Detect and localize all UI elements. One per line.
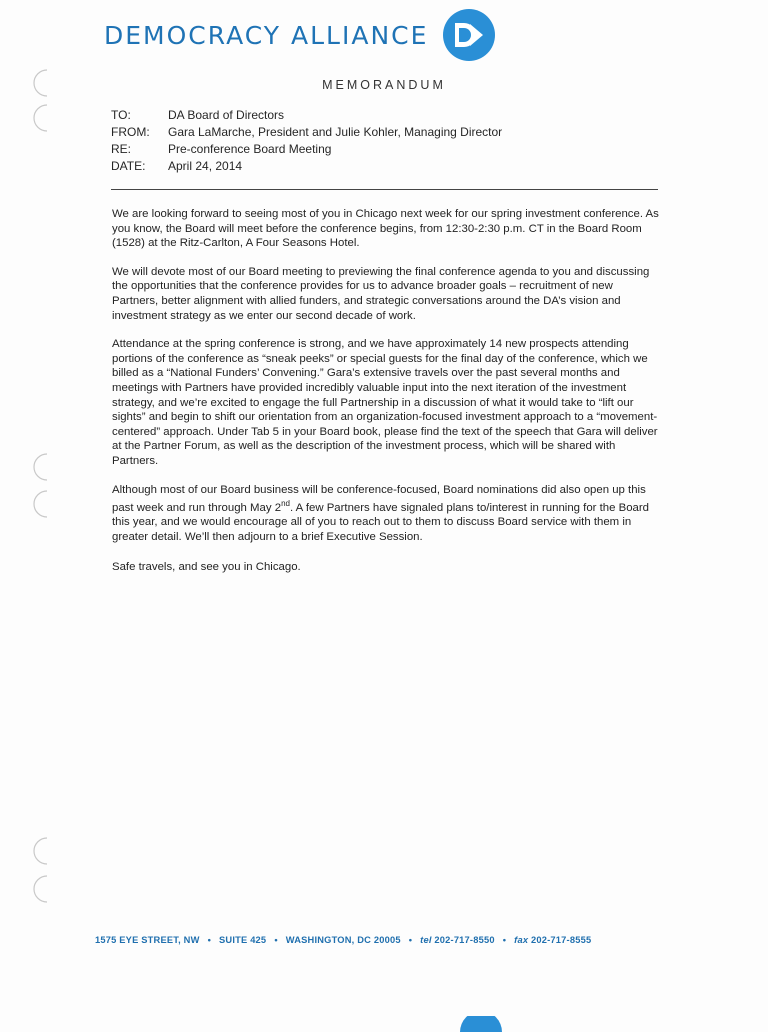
footer-tel-label: tel (420, 935, 432, 945)
closing-line: Safe travels, and see you in Chicago. (112, 560, 301, 573)
footer-bullet: • (408, 935, 413, 945)
footer-bullet: • (502, 935, 507, 945)
footer-fax: 202-717-8555 (531, 935, 592, 945)
body-paragraph: Attendance at the spring conference is strong, and we have approximately 14 new prospects attending portions of the conference as “sneak peeks” or special guests for the final day of the conference, which we billed as a “National Funders’ Convening.” Gara’s extensive travels over the past several months and meetings with Partners have provided incredibly valuable input into the next iteration of the investment strategy, and we’re excited to engage the full Partnership in a discussion of what it would take to “lift our sights” and begin to shift our orientation from an organization-focused investment approach to a “movement-centered” approach. Under Tab 5 in your Board book, please find the text of the speech that Gara will deliver at the Partner Forum, as well as the description of the investment process, which will be shared with Partners. (112, 338, 658, 467)
partial-logo-icon (458, 1016, 504, 1032)
body-paragraph: We are looking forward to seeing most of you in Chicago next week for our spring investment conference. As you know, the Board will meet before the conference begins, from 12:30-2:30 p.m. CT in the Board Room (1528) at the Ritz-Carlton, A Four Seasons Hotel. (112, 208, 659, 250)
header-value: DA Board of Directors (168, 108, 285, 122)
header-label: TO: (111, 108, 131, 122)
body-paragraph: We will devote most of our Board meeting to previewing the final conference agenda to you and discussing the opportunities that the conference provides for us to advance broader goals – recruitment of new Partners, better alignment with allied funders, and strategic conversations around the DA’s vision and investment strategy as we enter our second decade of work. (112, 265, 650, 322)
memo-header (111, 107, 502, 175)
paragraph-text: Although most of our Board business will be conference-focused, Board nominations did also open up this past week and run through May 2 (112, 483, 646, 514)
memo-header-to (111, 107, 502, 124)
memo-header-date (111, 158, 502, 175)
organization-name: DEMOCRACY ALLIANCE (104, 20, 429, 50)
footer-address (95, 935, 591, 945)
header-value: Pre-conference Board Meeting (168, 142, 332, 156)
header-label: RE: (111, 142, 132, 156)
ordinal-suffix: nd (281, 499, 290, 509)
paragraph-text: . A few Partners have signaled plans to/interest in running for the Board this year, and we would encourage all of you to reach out to them to discuss Board service with them in greater detail. We’ll then adjourn to a brief Executive Session. (112, 501, 650, 544)
footer-suite: SUITE 425 (219, 935, 267, 945)
hole-punch-mark (29, 836, 51, 866)
footer-fax-label: fax (514, 935, 529, 945)
hole-punch-mark (29, 452, 51, 482)
header-label: DATE: (111, 159, 146, 173)
footer-tel: 202-717-8550 (434, 935, 495, 945)
hole-punch-mark (29, 103, 51, 133)
memo-header-re (111, 141, 502, 158)
memo-header-from (111, 124, 502, 141)
footer-bullet: • (274, 935, 278, 945)
footer-city: WASHINGTON, DC 20005 (285, 935, 401, 945)
memo-title: MEMORANDUM (322, 78, 446, 92)
memo-body (112, 207, 660, 588)
footer-street: 1575 EYE STREET, NW (95, 935, 200, 945)
header-value: Gara LaMarche, President and Julie Kohler, Managing Director (168, 125, 503, 139)
da-logo-icon (442, 8, 496, 62)
hole-punch-mark (29, 874, 51, 904)
letterhead (104, 8, 496, 62)
header-label: FROM: (111, 125, 150, 139)
hole-punch-mark (29, 489, 51, 519)
header-divider (111, 189, 658, 190)
header-value: April 24, 2014 (168, 159, 243, 173)
footer-bullet: • (207, 935, 212, 945)
body-paragraph (112, 483, 660, 545)
